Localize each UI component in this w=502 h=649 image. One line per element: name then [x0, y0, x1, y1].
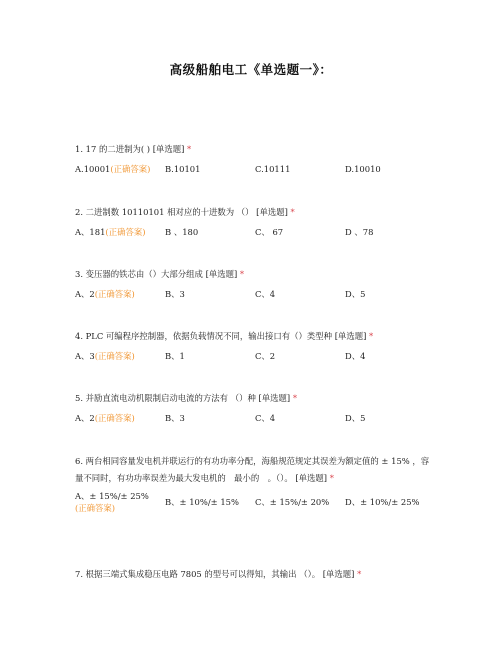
option-text: A.10001	[75, 164, 111, 174]
option-c[interactable]: C、± 15%/± 20%	[255, 497, 330, 507]
question-stem	[75, 328, 435, 345]
option-a[interactable]	[75, 163, 165, 175]
required-mark: *	[369, 331, 374, 341]
question-text: 7. 根据三端式集成稳压电路 7805 的型号可以得知，其输出 （）。 [单选题]	[75, 569, 355, 579]
question-stem	[75, 141, 435, 158]
question-3	[75, 266, 435, 300]
option-d[interactable]: D、4	[345, 351, 366, 361]
required-mark: *	[290, 207, 295, 217]
question-4	[75, 328, 435, 362]
option-c[interactable]: C.10111	[255, 164, 291, 174]
question-2	[75, 204, 435, 238]
options-row	[75, 490, 435, 514]
question-text: 6. 两台相同容量发电机并联运行的有功功率分配，海船规范规定其误差为额定值的 ± 15% ，容量不同时，有功功率误差为最大发电机的 最小的 。（）。 [单选题]	[75, 456, 430, 483]
question-text: 1. 17 的二进制为( ) [单选题]	[75, 144, 185, 154]
options-row	[75, 288, 435, 300]
option-d[interactable]: D.10010	[345, 164, 381, 174]
correct-answer-tag: (正确答案)	[75, 503, 116, 513]
options-row	[75, 226, 435, 238]
options-row	[75, 163, 435, 175]
required-mark: *	[357, 569, 362, 579]
option-c[interactable]: C、2	[255, 351, 276, 361]
option-c[interactable]: C、 67	[255, 227, 284, 237]
correct-answer-tag: (正确答案)	[94, 413, 135, 423]
option-text: A、181	[75, 227, 106, 237]
required-mark: *	[329, 473, 334, 483]
question-text: 4. PLC 可编程序控制器，依据负载情况不同，输出接口有（）类型种 [单选题]	[75, 331, 367, 341]
question-stem	[75, 266, 435, 283]
required-mark: *	[239, 269, 245, 279]
question-1	[75, 141, 435, 175]
option-text: A、± 15%/± 25%	[75, 491, 149, 501]
required-mark: *	[187, 144, 192, 154]
question-stem	[75, 566, 435, 583]
question-text: 2. 二进制数 10110101 相对应的十进数为 （） [单选题]	[75, 207, 288, 217]
question-stem	[75, 390, 435, 407]
options-row	[75, 412, 435, 424]
question-7	[75, 566, 435, 583]
option-b[interactable]: B.10101	[165, 164, 201, 174]
option-c[interactable]: C、4	[255, 413, 276, 423]
option-b[interactable]: B、± 10%/± 15%	[165, 497, 239, 507]
question-stem	[75, 453, 435, 487]
option-a[interactable]	[75, 412, 165, 424]
required-mark: *	[292, 393, 297, 403]
option-c[interactable]: C、4	[255, 289, 276, 299]
correct-answer-tag: (正确答案)	[110, 164, 151, 174]
correct-answer-tag: (正确答案)	[105, 227, 146, 237]
option-text: A、3	[75, 351, 95, 361]
question-5	[75, 390, 435, 424]
option-b[interactable]: B 、180	[165, 227, 199, 237]
option-b[interactable]: B、3	[165, 413, 185, 423]
question-text: 5. 并励直流电动机限制启动电流的方法有 （）种 [单选题]	[75, 393, 291, 403]
option-text: A、2	[75, 413, 95, 423]
options-row	[75, 350, 435, 362]
option-d[interactable]: D、5	[345, 413, 366, 423]
option-d[interactable]: D、± 10%/± 25%	[345, 497, 420, 507]
question-6	[75, 453, 435, 514]
option-a[interactable]	[75, 490, 165, 514]
option-text: A、2	[75, 289, 95, 299]
option-b[interactable]: B、1	[165, 351, 185, 361]
option-d[interactable]: D、5	[345, 289, 366, 299]
option-d[interactable]: D 、78	[345, 227, 374, 237]
option-a[interactable]	[75, 288, 165, 300]
question-stem	[75, 204, 435, 221]
correct-answer-tag: (正确答案)	[94, 289, 135, 299]
option-a[interactable]	[75, 350, 165, 362]
document-title: 高级船舶电工《单选题一》：	[169, 62, 333, 77]
correct-answer-tag: (正确答案)	[94, 351, 135, 361]
question-text: 3. 变压器的铁芯由（）大部分组成 [单选题]	[75, 269, 238, 279]
option-b[interactable]: B、3	[165, 289, 185, 299]
option-a[interactable]	[75, 226, 165, 238]
